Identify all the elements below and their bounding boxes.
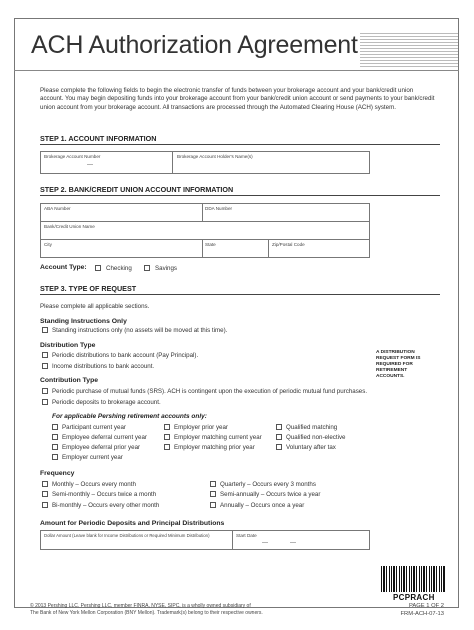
distribution-option: Income distributions to bank account. <box>52 363 155 370</box>
page-title: ACH Authorization Agreement <box>31 31 358 59</box>
retirement-checkbox[interactable] <box>52 434 58 440</box>
frequency-option: Quarterly – Occurs every 3 months <box>220 481 316 488</box>
distribution-checkbox[interactable] <box>42 352 48 358</box>
step3-heading: STEP 3. TYPE OF REQUEST <box>40 284 137 293</box>
step1-heading: STEP 1. ACCOUNT INFORMATION <box>40 134 157 143</box>
retirement-checkbox[interactable] <box>164 444 170 450</box>
contribution-checkbox[interactable] <box>42 399 48 405</box>
aba-dda-divider <box>202 203 203 221</box>
distribution-option: Periodic distributions to bank account (Pay Principal). <box>52 352 199 359</box>
account-type-label: Account Type: <box>40 264 87 271</box>
retirement-option: Employer matching current year <box>174 434 262 441</box>
step2-heading: STEP 2. BANK/CREDIT UNION ACCOUNT INFORMATION <box>40 185 234 194</box>
standing-option: Standing instructions only (no assets will be moved at this time). <box>52 327 228 334</box>
start-date-field[interactable] <box>234 538 368 549</box>
bank-name-field[interactable] <box>42 229 368 238</box>
retirement-checkbox[interactable] <box>164 434 170 440</box>
start-date-dash: — <box>290 540 296 546</box>
contribution-heading: Contribution Type <box>40 377 99 384</box>
dda-number-label: DDA Number <box>205 206 233 211</box>
aba-number-field[interactable] <box>42 211 200 220</box>
account-number-dash: — <box>87 162 93 168</box>
distribution-checkbox[interactable] <box>42 363 48 369</box>
amount-date-divider <box>232 530 233 550</box>
zip-field[interactable] <box>270 247 368 257</box>
aba-number-label: ABA Number <box>44 206 71 211</box>
standing-checkbox[interactable] <box>42 327 48 333</box>
contribution-option: Periodic purchase of mutual funds (SRS). ACH is contingent upon the execution of periodic mutual fund purchases. <box>52 388 368 395</box>
retirement-option: Employer matching prior year <box>174 444 255 451</box>
contribution-option: Periodic deposits to brokerage account. <box>52 399 161 406</box>
frequency-option: Semi-annually – Occurs twice a year <box>220 491 321 498</box>
checking-checkbox[interactable] <box>95 265 101 271</box>
intro-paragraph: Please complete the following fields to begin the electronic transfer of funds between your brokerage account and your bank/credit union account. You may begin depositing funds into your brokerage account from your bank/credit union account or send payments to your bank/credit union account from your brokerage account. All transactions are processed through the Automated Clearing House (ACH) system. <box>40 87 435 111</box>
amount-heading: Amount for Periodic Deposits and Principal Distributions <box>40 520 225 527</box>
footer-copyright-line1: © 2013 Pershing LLC. Pershing LLC, member FINRA, NYSE, SIPC, is a wholly owned subsidiary of <box>30 603 251 609</box>
frequency-checkbox[interactable] <box>42 502 48 508</box>
retirement-option: Employer current year <box>62 454 123 461</box>
city-field[interactable] <box>42 247 200 257</box>
step1-divider <box>40 144 440 145</box>
title-divider <box>14 70 459 71</box>
dda-number-field[interactable] <box>204 211 368 220</box>
brokerage-account-number-field[interactable] <box>42 160 170 173</box>
frequency-option: Monthly – Occurs every month <box>52 481 136 488</box>
frequency-checkbox[interactable] <box>42 491 48 497</box>
frequency-option: Bi-monthly – Occurs every other month <box>52 502 160 509</box>
step3-divider <box>40 294 440 295</box>
retirement-heading: For applicable Pershing retirement accounts only: <box>52 413 207 420</box>
step3-instruction: Please complete all applicable sections. <box>40 303 150 310</box>
retirement-option: Qualified non-elective <box>286 434 346 441</box>
retirement-option: Employee deferral current year <box>62 434 147 441</box>
frequency-checkbox[interactable] <box>210 481 216 487</box>
retirement-option: Employer prior year <box>174 424 228 431</box>
retirement-checkbox[interactable] <box>52 444 58 450</box>
frequency-option: Semi-monthly – Occurs twice a month <box>52 491 157 498</box>
state-field[interactable] <box>204 247 266 257</box>
retirement-checkbox[interactable] <box>52 454 58 460</box>
frequency-checkbox[interactable] <box>210 491 216 497</box>
brokerage-account-number-label: Brokerage Account Number <box>44 154 101 159</box>
footer-form-id: FRM-ACH-07-13 <box>400 611 444 617</box>
barcode-label: PCPRACH <box>393 593 435 602</box>
start-date-label: Start Date <box>236 533 257 538</box>
frequency-checkbox[interactable] <box>42 481 48 487</box>
standing-heading: Standing Instructions Only <box>40 318 127 325</box>
decorative-stripes <box>360 31 458 69</box>
retirement-option: Participant current year <box>62 424 126 431</box>
bank-row2-line <box>40 239 370 240</box>
footer-copyright-line2: The Bank of New York Mellon Corporation (BNY Mellon). Trademark(s) belong to their respective owners. <box>30 610 263 616</box>
state-label: State <box>205 242 216 247</box>
step1-divider-line <box>172 151 173 174</box>
retirement-option: Qualified matching <box>286 424 338 431</box>
checking-label: Checking <box>106 265 132 272</box>
dollar-amount-field[interactable] <box>42 538 230 549</box>
city-state-divider <box>202 239 203 258</box>
step2-divider <box>40 195 440 196</box>
frequency-option: Annually – Occurs once a year <box>220 502 305 509</box>
contribution-checkbox[interactable] <box>42 388 48 394</box>
start-date-dash: — <box>262 540 268 546</box>
savings-checkbox[interactable] <box>144 265 150 271</box>
retirement-checkbox[interactable] <box>276 444 282 450</box>
state-zip-divider <box>268 239 269 258</box>
footer-page-number: PAGE 1 OF 2 <box>408 603 444 609</box>
distribution-heading: Distribution Type <box>40 342 96 349</box>
frequency-checkbox[interactable] <box>210 502 216 508</box>
holder-names-label: Brokerage Account Holder's Name(s) <box>177 154 253 159</box>
retirement-checkbox[interactable] <box>52 424 58 430</box>
retirement-checkbox[interactable] <box>276 434 282 440</box>
retirement-option: Voluntary after tax <box>286 444 336 451</box>
bank-name-label: Bank/Credit Union Name <box>44 224 95 229</box>
amount-label: Dollar Amount (Leave blank for Income Distributions or Required Minimum Distribution) <box>44 533 210 538</box>
frequency-heading: Frequency <box>40 470 75 477</box>
retirement-side-note: A DISTRIBUTION REQUEST FORM IS REQUIRED FOR RETIREMENT ACCOUNTS. <box>376 350 421 379</box>
bank-row1-line <box>40 221 370 222</box>
savings-label: Savings <box>155 265 178 272</box>
retirement-checkbox[interactable] <box>276 424 282 430</box>
retirement-option: Employee deferral prior year <box>62 444 141 451</box>
holder-names-field[interactable] <box>174 160 368 173</box>
barcode-image <box>381 566 446 592</box>
city-label: City <box>44 242 52 247</box>
zip-label: Zip/Postal Code <box>272 242 305 247</box>
retirement-checkbox[interactable] <box>164 424 170 430</box>
